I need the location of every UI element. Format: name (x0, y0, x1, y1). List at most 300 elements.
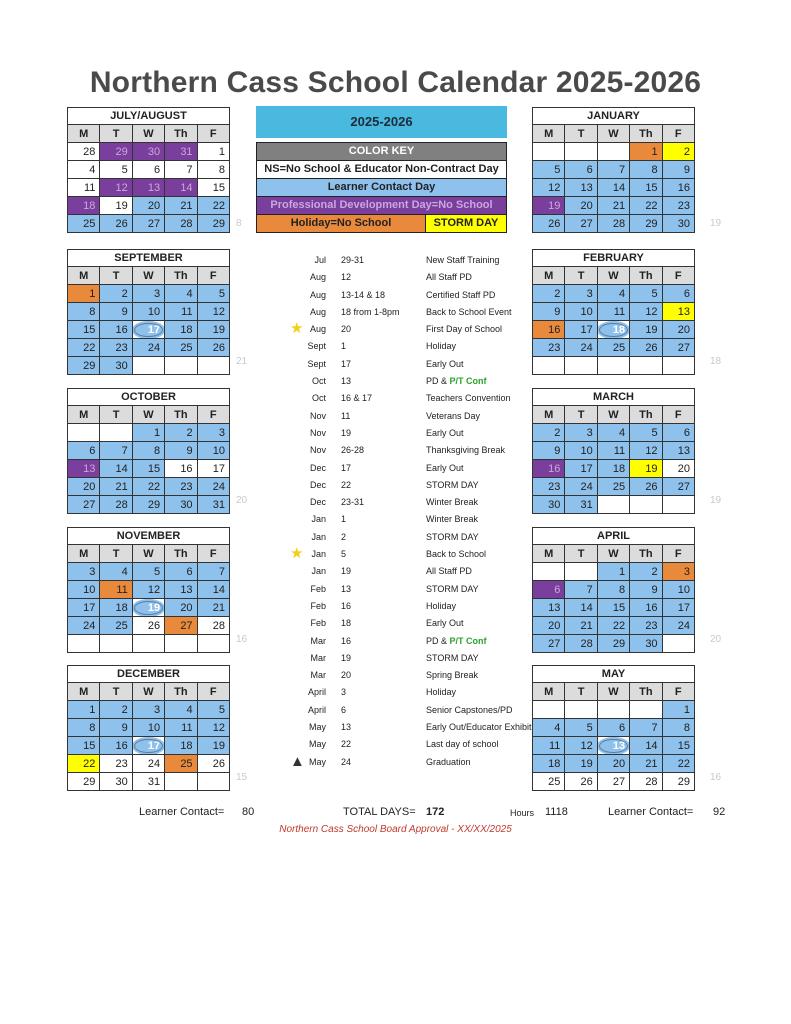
day-cell: 22 (197, 197, 229, 215)
event-row (290, 356, 530, 373)
day-cell: 24 (197, 478, 229, 496)
weekday-header: M (533, 406, 565, 424)
weekday-header: W (132, 125, 164, 143)
day-cell: 22 (68, 339, 100, 357)
month-name: SEPTEMBER (67, 249, 230, 266)
learner-contact-left-value: 80 (242, 806, 255, 818)
week-row (68, 737, 230, 755)
week-row (533, 478, 695, 496)
day-cell: 11 (597, 303, 629, 321)
day-cell: 26 (197, 339, 229, 357)
event-row (290, 304, 530, 321)
day-cell: 27 (662, 339, 694, 357)
event-name (426, 650, 479, 667)
graduation-cap-icon: ▲ (290, 752, 305, 770)
day-cell: 12 (630, 442, 662, 460)
day-cell: 24 (132, 755, 164, 773)
day-cell: 8 (630, 161, 662, 179)
weekday-header: F (197, 267, 229, 285)
empty-cell (100, 424, 132, 442)
day-cell: 23 (533, 478, 565, 496)
day-cell: 11 (165, 303, 197, 321)
day-cell: 2 (165, 424, 197, 442)
event-row (290, 287, 530, 304)
day-cell: 18 (597, 460, 629, 478)
month-grid (67, 544, 230, 653)
day-cell: 27 (533, 635, 565, 653)
event-month: Oct (311, 376, 326, 387)
day-cell: 3 (132, 701, 164, 719)
empty-cell (533, 563, 565, 581)
empty-cell (597, 701, 629, 719)
week-row (533, 737, 695, 755)
weekday-header: T (100, 406, 132, 424)
weekday-header: M (533, 267, 565, 285)
day-cell: 28 (165, 215, 197, 233)
board-approval: Northern Cass School Board Approval - XX/XX/2025 (279, 824, 512, 835)
event-date: 23-31 (341, 497, 365, 508)
day-cell: 25 (68, 215, 100, 233)
empty-cell (165, 635, 197, 653)
event-name (426, 477, 479, 494)
key-holiday: Holiday=No School (257, 215, 425, 232)
day-cell: 5 (100, 161, 132, 179)
day-cell: 10 (565, 442, 597, 460)
day-cell: 5 (197, 285, 229, 303)
event-label: First Day of School (426, 324, 503, 335)
day-cell: 30 (100, 773, 132, 791)
weekday-header: M (68, 683, 100, 701)
month-julaug (67, 107, 230, 233)
event-row (290, 477, 530, 494)
week-row (533, 599, 695, 617)
event-label: Holiday (426, 687, 457, 698)
day-cell: 17 (662, 599, 694, 617)
day-cell: 12 (197, 719, 229, 737)
month-grid (532, 124, 695, 233)
event-date: 26-28 (341, 445, 365, 456)
week-row (533, 321, 695, 339)
event-date: 16 (341, 600, 352, 611)
event-row (290, 684, 530, 701)
empty-cell (197, 773, 229, 791)
event-name (426, 425, 464, 442)
day-cell: 13 (662, 303, 694, 321)
empty-cell (630, 701, 662, 719)
day-cell: 13 (533, 599, 565, 617)
total-days-label: TOTAL DAYS= (343, 806, 416, 818)
event-label: Holiday (426, 600, 457, 611)
empty-cell (132, 357, 164, 375)
month-count: 16 (710, 772, 722, 783)
weekday-header: W (597, 545, 629, 563)
event-date: 22 (341, 739, 352, 750)
weekday-header: Th (165, 267, 197, 285)
day-cell: 31 (132, 773, 164, 791)
empty-cell (662, 635, 694, 653)
empty-cell (630, 496, 662, 514)
day-cell: 20 (165, 599, 197, 617)
day-cell: 28 (597, 215, 629, 233)
day-cell: 15 (68, 321, 100, 339)
event-row (290, 754, 530, 771)
day-cell: 17 (132, 321, 164, 339)
event-month: Nov (309, 427, 326, 438)
event-month: Sept (307, 358, 326, 369)
event-date: 2 (341, 531, 347, 542)
day-cell: 3 (565, 424, 597, 442)
day-cell: 26 (197, 755, 229, 773)
week-row (68, 635, 230, 653)
week-row (68, 478, 230, 496)
month-count: 16 (236, 634, 248, 645)
day-cell: 22 (630, 197, 662, 215)
event-date: 3 (341, 687, 347, 698)
week-row (533, 357, 695, 375)
event-month: Nov (309, 410, 326, 421)
day-cell: 6 (565, 161, 597, 179)
event-month: Jan (311, 566, 326, 577)
day-cell: 13 (165, 581, 197, 599)
day-cell: 30 (630, 635, 662, 653)
event-label: Holiday (426, 341, 457, 352)
weekday-header: Th (165, 683, 197, 701)
month-apr (532, 527, 695, 653)
week-row (533, 442, 695, 460)
month-name: NOVEMBER (67, 527, 230, 544)
day-cell: 17 (68, 599, 100, 617)
week-row (533, 563, 695, 581)
day-cell: 29 (662, 773, 694, 791)
week-row (533, 179, 695, 197)
event-label: Early Out (426, 462, 464, 473)
event-row (290, 390, 530, 407)
event-name (426, 287, 495, 304)
empty-cell (197, 635, 229, 653)
event-name (426, 269, 472, 286)
day-cell: 27 (68, 496, 100, 514)
month-count: 15 (236, 772, 248, 783)
weekday-header: M (533, 683, 565, 701)
month-grid (532, 405, 695, 514)
month-oct (67, 388, 230, 514)
day-cell: 11 (533, 737, 565, 755)
week-row (68, 215, 230, 233)
day-cell: 4 (533, 719, 565, 737)
day-cell: 23 (533, 339, 565, 357)
weekday-header: F (197, 406, 229, 424)
week-row (68, 179, 230, 197)
empty-cell (68, 424, 100, 442)
day-cell: 26 (132, 617, 164, 635)
event-month: May (308, 756, 326, 767)
event-row (290, 269, 530, 286)
week-row (68, 496, 230, 514)
day-cell: 28 (197, 617, 229, 635)
event-row (290, 425, 530, 442)
empty-cell (597, 496, 629, 514)
day-cell: 29 (68, 357, 100, 375)
week-row (533, 161, 695, 179)
day-cell: 10 (662, 581, 694, 599)
key-title: COLOR KEY (256, 142, 507, 161)
event-row (290, 719, 530, 736)
weekday-header: Th (165, 545, 197, 563)
week-row (533, 303, 695, 321)
week-row (533, 215, 695, 233)
day-cell: 6 (662, 285, 694, 303)
event-date: 29-31 (341, 255, 365, 265)
day-cell: 30 (533, 496, 565, 514)
day-cell: 13 (597, 737, 629, 755)
day-cell: 30 (100, 357, 132, 375)
day-cell: 21 (565, 617, 597, 635)
event-name (426, 563, 472, 580)
day-cell: 18 (100, 599, 132, 617)
day-cell: 5 (533, 161, 565, 179)
day-cell: 19 (100, 197, 132, 215)
day-cell: 19 (533, 197, 565, 215)
day-cell: 27 (597, 773, 629, 791)
weekday-header: Th (630, 125, 662, 143)
day-cell: 16 (630, 599, 662, 617)
event-name (426, 373, 487, 390)
event-label: PD & (426, 376, 450, 387)
day-cell: 22 (68, 755, 100, 773)
event-row (290, 615, 530, 632)
key-heading: 2025-2026 (256, 106, 507, 138)
empty-cell (533, 357, 565, 375)
day-cell: 3 (68, 563, 100, 581)
event-month: Jan (311, 531, 326, 542)
weekday-header: W (597, 406, 629, 424)
event-date: 18 (341, 618, 352, 629)
week-row (68, 357, 230, 375)
day-cell: 28 (565, 635, 597, 653)
day-cell: 19 (132, 599, 164, 617)
event-date: 22 (341, 479, 352, 490)
empty-cell (597, 357, 629, 375)
day-cell: 6 (132, 161, 164, 179)
week-row (533, 773, 695, 791)
week-row (68, 563, 230, 581)
event-name (426, 546, 486, 563)
event-month: Nov (309, 445, 326, 456)
day-cell: 8 (597, 581, 629, 599)
day-cell: 25 (597, 339, 629, 357)
event-row (290, 650, 530, 667)
day-cell: 15 (68, 737, 100, 755)
day-cell: 6 (533, 581, 565, 599)
weekday-header: Th (630, 545, 662, 563)
empty-cell (662, 496, 694, 514)
event-name (426, 581, 479, 598)
day-cell: 26 (630, 339, 662, 357)
day-cell: 9 (630, 581, 662, 599)
day-cell: 14 (597, 179, 629, 197)
week-row (68, 285, 230, 303)
day-cell: 19 (630, 460, 662, 478)
event-month: Aug (309, 324, 326, 335)
event-name (426, 667, 478, 684)
day-cell: 1 (662, 701, 694, 719)
event-row (290, 373, 530, 390)
day-cell: 9 (533, 442, 565, 460)
event-month: Dec (309, 479, 326, 490)
empty-cell (68, 635, 100, 653)
week-row (68, 460, 230, 478)
key-holiday-storm (256, 215, 507, 233)
day-cell: 14 (197, 581, 229, 599)
weekday-header: M (68, 267, 100, 285)
day-cell: 2 (662, 143, 694, 161)
event-month: Aug (309, 306, 326, 317)
event-label: STORM DAY (426, 583, 479, 594)
day-cell: 2 (533, 424, 565, 442)
month-count: 18 (710, 356, 722, 367)
day-cell: 5 (132, 563, 164, 581)
day-cell: 29 (68, 773, 100, 791)
weekday-header: M (68, 406, 100, 424)
empty-cell (565, 357, 597, 375)
weekday-header: Th (630, 267, 662, 285)
month-count: 19 (710, 218, 722, 229)
day-cell: 1 (597, 563, 629, 581)
event-month: Mar (310, 652, 326, 663)
key-pd-day: Professional Development Day=No School (256, 197, 507, 215)
day-cell: 21 (630, 755, 662, 773)
day-cell: 29 (100, 143, 132, 161)
day-cell: 24 (565, 339, 597, 357)
event-label: Early Out (426, 618, 464, 629)
day-cell: 27 (565, 215, 597, 233)
empty-cell (100, 635, 132, 653)
day-cell: 6 (662, 424, 694, 442)
day-cell: 3 (197, 424, 229, 442)
weekday-header: M (68, 125, 100, 143)
learner-contact-right-value: 92 (713, 806, 726, 818)
event-label: Veterans Day (426, 410, 481, 421)
week-row (533, 424, 695, 442)
event-label: Early Out (426, 358, 464, 369)
event-date: 19 (341, 652, 352, 663)
key-learner-contact: Learner Contact Day (256, 179, 507, 197)
day-cell: 1 (68, 285, 100, 303)
month-sep (67, 249, 230, 375)
weekday-header: W (132, 545, 164, 563)
day-cell: 4 (597, 285, 629, 303)
day-cell: 8 (197, 161, 229, 179)
weekday-header: T (565, 267, 597, 285)
event-date: 1 (341, 514, 347, 525)
week-row (533, 143, 695, 161)
month-name: DECEMBER (67, 665, 230, 682)
event-name (426, 356, 464, 373)
day-cell: 20 (662, 460, 694, 478)
day-cell: 24 (132, 339, 164, 357)
day-cell: 17 (565, 321, 597, 339)
event-month: Aug (309, 289, 326, 300)
day-cell: 30 (132, 143, 164, 161)
day-cell: 20 (597, 755, 629, 773)
day-cell: 11 (68, 179, 100, 197)
event-label: STORM DAY (426, 531, 479, 542)
month-mar (532, 388, 695, 514)
day-cell: 17 (565, 460, 597, 478)
day-cell: 3 (132, 285, 164, 303)
empty-cell (197, 357, 229, 375)
event-label: Last day of school (426, 739, 499, 750)
day-cell: 23 (165, 478, 197, 496)
day-cell: 9 (100, 303, 132, 321)
event-name (426, 252, 499, 269)
day-cell: 12 (100, 179, 132, 197)
day-cell: 12 (533, 179, 565, 197)
weekday-header: F (197, 125, 229, 143)
month-dec (67, 665, 230, 791)
empty-cell (597, 143, 629, 161)
week-row (68, 701, 230, 719)
week-row (533, 635, 695, 653)
day-cell: 6 (165, 563, 197, 581)
day-cell: 11 (100, 581, 132, 599)
day-cell: 16 (533, 460, 565, 478)
event-date: 19 (341, 566, 352, 577)
day-cell: 14 (630, 737, 662, 755)
event-label: Senior Capstones/PD (426, 704, 513, 715)
day-cell: 15 (132, 460, 164, 478)
week-row (68, 442, 230, 460)
event-date: 11 (341, 410, 351, 421)
weekday-header: W (597, 267, 629, 285)
event-name (426, 736, 499, 753)
day-cell: 10 (565, 303, 597, 321)
weekday-header: Th (630, 683, 662, 701)
event-date: 1 (341, 341, 347, 352)
event-row (290, 408, 530, 425)
event-row (290, 667, 530, 684)
day-cell: 13 (565, 179, 597, 197)
week-row (68, 773, 230, 791)
event-name (426, 321, 502, 338)
events-list (290, 252, 530, 771)
day-cell: 19 (197, 321, 229, 339)
event-label: Certified Staff PD (426, 289, 496, 300)
day-cell: 25 (165, 755, 197, 773)
event-label: STORM DAY (426, 652, 479, 663)
week-row (68, 303, 230, 321)
day-cell: 18 (597, 321, 629, 339)
event-date: 18 from 1-8pm (341, 306, 400, 317)
day-cell: 29 (597, 635, 629, 653)
weekday-header: Th (165, 406, 197, 424)
key-storm: STORM DAY (425, 215, 506, 232)
event-date: 12 (341, 272, 352, 283)
day-cell: 24 (68, 617, 100, 635)
event-name (426, 633, 487, 650)
day-cell: 23 (100, 339, 132, 357)
month-count: 19 (710, 495, 722, 506)
day-cell: 15 (597, 599, 629, 617)
event-name (426, 494, 478, 511)
day-cell: 12 (630, 303, 662, 321)
event-label: Teachers Convention (426, 393, 511, 404)
day-cell: 31 (565, 496, 597, 514)
event-month: May (308, 722, 326, 733)
empty-cell (630, 357, 662, 375)
weekday-header: F (662, 683, 694, 701)
event-month: Jan (311, 549, 326, 560)
